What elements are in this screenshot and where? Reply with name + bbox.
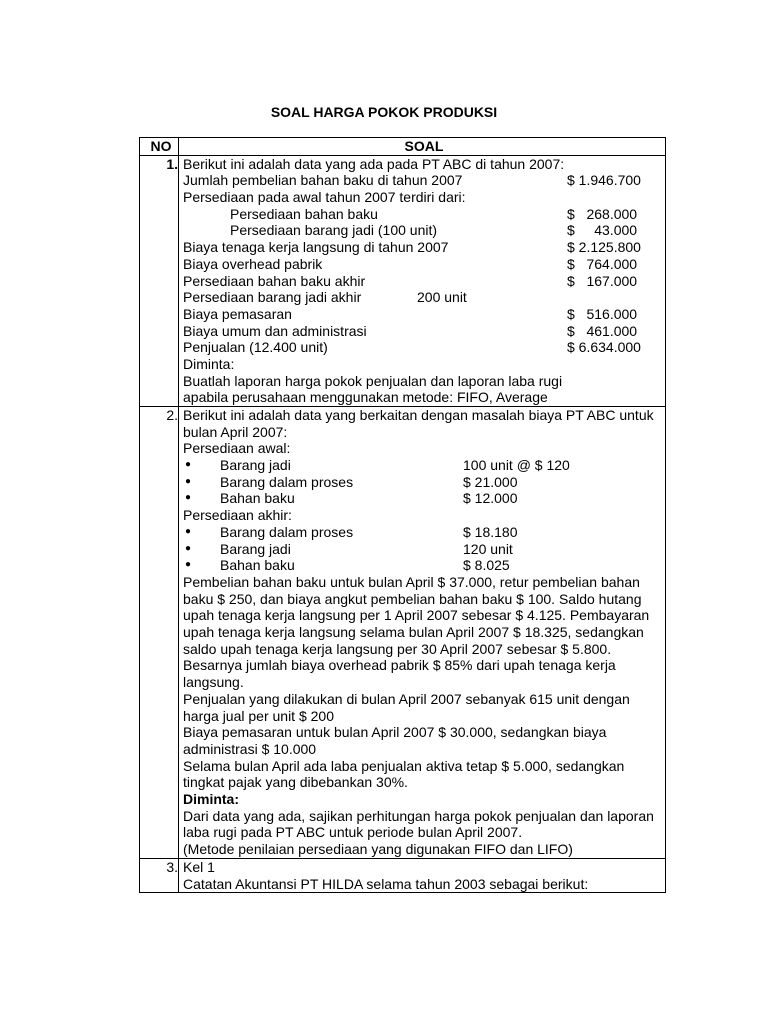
q2-awal-item: ● Barang jadi 100 unit @ $ 120 [185, 457, 570, 474]
q2-paragraph: Pembelian bahan baku untuk bulan April $ 37.000, retur pembelian bahan baku $ 250, dan biaya angkut pembelian bahan baku $ 100. Saldo hutang upah tenaga kerja langsung per 1 April 2007 sebesar $ 4.125. Pembayaran upah tenaga kerja langsung selama bulan April 2007 $ 18.325, sedangkan saldo upah tenaga kerja langsung per 30 April 2007 sebesar $ 5.800. [183, 573, 650, 657]
q1-item: Biaya overhead pabrik $ 764.000 [183, 255, 638, 272]
q1-item: Persediaan bahan baku akhir $ 167.000 [183, 272, 638, 289]
q2-akhir-item: ● Barang dalam proses $ 18.180 [185, 523, 518, 540]
q1-item: Biaya umum dan administrasi $ 461.000 [183, 322, 638, 339]
q2-task-note: (Metode penilaian persediaan yang digunakan FIFO dan LIFO) [183, 841, 573, 858]
page-title: SOAL HARGA POKOK PRODUKSI [270, 104, 498, 120]
bullet-icon: ● [185, 559, 192, 571]
q1-item: Persediaan barang jadi (100 unit) $ 43.000 [230, 222, 638, 239]
bullet-icon: ● [185, 542, 192, 554]
question-number: 2. [140, 407, 179, 859]
question-number: 3. [140, 858, 179, 892]
soal-table [139, 137, 666, 893]
question-number: 1. [140, 155, 179, 406]
q2-awal-item: ● Bahan baku $ 12.000 [185, 490, 518, 507]
q2-akhir-label: Persediaan akhir: [183, 507, 292, 524]
q2-task: Dari data yang ada, sajikan perhitungan harga pokok penjualan dan laporan laba rugi pada PT ABC untuk periode bulan April 2007. [183, 807, 654, 841]
question-row-2 [140, 407, 666, 859]
q2-diminta: Diminta: [183, 791, 239, 808]
q1-item: Jumlah pembelian bahan baku di tahun 2007 $ 1.946.700 [183, 172, 641, 189]
q2-awal-item: ● Barang dalam proses $ 21.000 [185, 473, 518, 490]
q3-line: Kel 1 [183, 858, 215, 875]
q1-task: Buatlah laporan harga pokok penjualan dan laporan laba rugi [183, 372, 563, 389]
q2-paragraph: Penjualan yang dilakukan di bulan April 2007 sebanyak 615 unit dengan harga jual per unit $ 200 [183, 690, 630, 724]
question-row-1 [140, 155, 666, 406]
bullet-icon: ● [185, 525, 192, 537]
q3-line: Catatan Akuntansi PT HILDA selama tahun 2003 sebagai berikut: [183, 875, 589, 892]
q2-awal-label: Persediaan awal: [183, 440, 291, 457]
q1-item: Biaya pemasaran $ 516.000 [183, 305, 638, 322]
bullet-icon: ● [185, 459, 192, 471]
q2-akhir-item: ● Barang jadi 120 unit [185, 540, 513, 557]
header-no: NO [140, 138, 179, 156]
question-body [179, 858, 666, 892]
q1-item: Persediaan barang jadi akhir 200 unit [183, 289, 467, 306]
bullet-icon: ● [185, 475, 192, 487]
header-soal: SOAL [179, 138, 666, 156]
bullet-icon: ● [185, 492, 192, 504]
q2-intro: Berikut ini adalah data yang berkaitan dengan masalah biaya PT ABC untuk bulan April 2007: [183, 407, 654, 440]
q2-paragraph: Besarnya jumlah biaya overhead pabrik $ 85% dari upah tenaga kerja langsung. [183, 657, 616, 691]
q1-task: apabila perusahaan menggunakan metode: FIFO, Average [183, 389, 548, 406]
q2-paragraph: Selama bulan April ada laba penjualan aktiva tetap $ 5.000, sedangkan tingkat pajak yang dibebankan 30%. [183, 757, 625, 791]
q2-akhir-item: ● Bahan baku $ 8.025 [185, 557, 510, 574]
q1-item: Penjualan (12.400 unit) $ 6.634.000 [183, 339, 641, 356]
table-header-row [140, 138, 666, 156]
q1-item: Persediaan bahan baku $ 268.000 [230, 205, 638, 222]
q1-intro: Berikut ini adalah data yang ada pada PT ABC di tahun 2007: [183, 155, 565, 172]
q1-item: Persediaan pada awal tahun 2007 terdiri dari: [183, 189, 466, 206]
question-body [179, 407, 666, 859]
q1-diminta: Diminta: [183, 355, 235, 372]
q1-item: Biaya tenaga kerja langsung di tahun 2007 $ 2.125.800 [183, 239, 641, 256]
question-row-3 [140, 858, 666, 892]
q2-paragraph: Biaya pemasaran untuk bulan April 2007 $ 30.000, sedangkan biaya administrasi $ 10.000 [183, 724, 607, 757]
question-body [179, 155, 666, 406]
